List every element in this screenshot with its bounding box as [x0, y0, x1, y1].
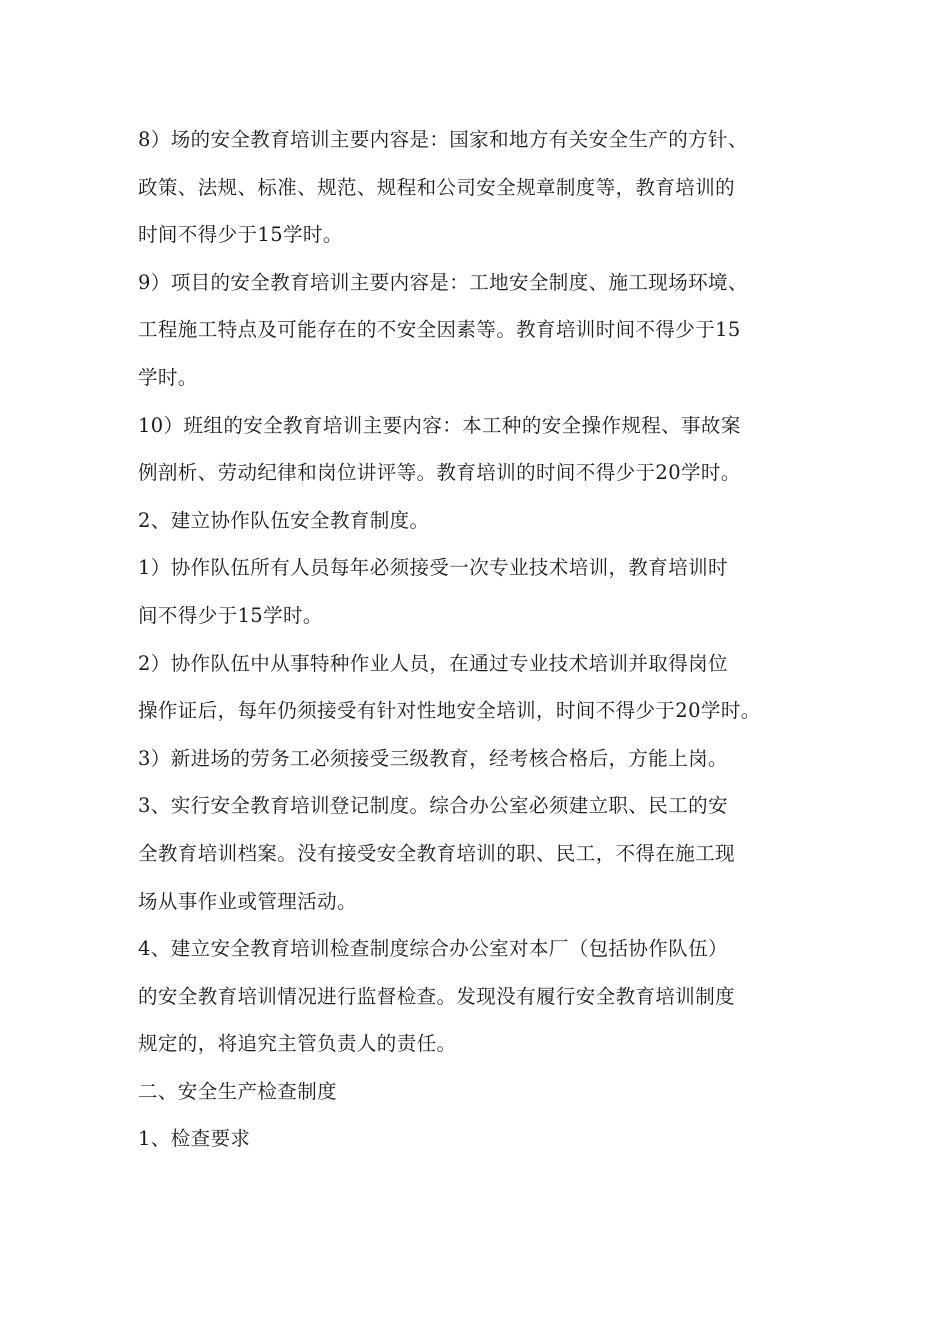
text-line: 例剖析、劳动纪律和岗位讲评等。教育培训的时间不得少于20学时。: [138, 461, 741, 485]
text-line: 2）协作队伍中从事特种作业人员，在通过专业技术培训并取得岗位: [138, 651, 728, 675]
text-line: 政策、法规、标准、规范、规程和公司安全规章制度等，教育培训的: [138, 175, 736, 199]
text-line: 1）协作队伍所有人员每年必须接受一次专业技术培训，教育培训时: [138, 556, 728, 580]
text-line: 3、实行安全教育培训登记制度。综合办公室必须建立职、民工的安: [138, 794, 728, 818]
subsection-heading: 1、检查要求: [138, 1127, 251, 1151]
text-line: 2、建立协作队伍安全教育制度。: [138, 508, 430, 532]
text-line: 全教育培训档案。没有接受安全教育培训的职、民工，不得在施工现: [138, 841, 736, 865]
text-line: 时间不得少于15学时。: [138, 223, 343, 247]
text-line: 9）项目的安全教育培训主要内容是：工地安全制度、施工现场环境、: [138, 270, 748, 294]
text-line: 4、建立安全教育培训检查制度综合办公室对本厂（包括协作队伍）: [138, 937, 728, 961]
text-line: 间不得少于15学时。: [138, 603, 323, 627]
text-line: 3）新进场的劳务工必须接受三级教育，经考核合格后，方能上岗。: [138, 746, 728, 770]
text-line: 的安全教育培训情况进行监督检查。发现没有履行安全教育培训制度: [138, 984, 736, 1008]
text-line: 10）班组的安全教育培训主要内容：本工种的安全操作规程、事故案: [138, 413, 741, 437]
text-line: 操作证后，每年仍须接受有针对性地安全培训，时间不得少于20学时。: [138, 699, 761, 723]
text-line: 场从事作业或管理活动。: [138, 889, 357, 913]
text-line: 8）场的安全教育培训主要内容是：国家和地方有关安全生产的方针、: [138, 128, 748, 151]
section-heading: 二、安全生产检查制度: [138, 1079, 338, 1103]
document-body: [138, 122, 838, 1169]
text-line: 工程施工特点及可能存在的不安全因素等。教育培训时间不得少于15: [138, 318, 741, 342]
text-line: 规定的，将追究主管负责人的责任。: [138, 1032, 457, 1056]
text-line: 学时。: [138, 365, 198, 389]
